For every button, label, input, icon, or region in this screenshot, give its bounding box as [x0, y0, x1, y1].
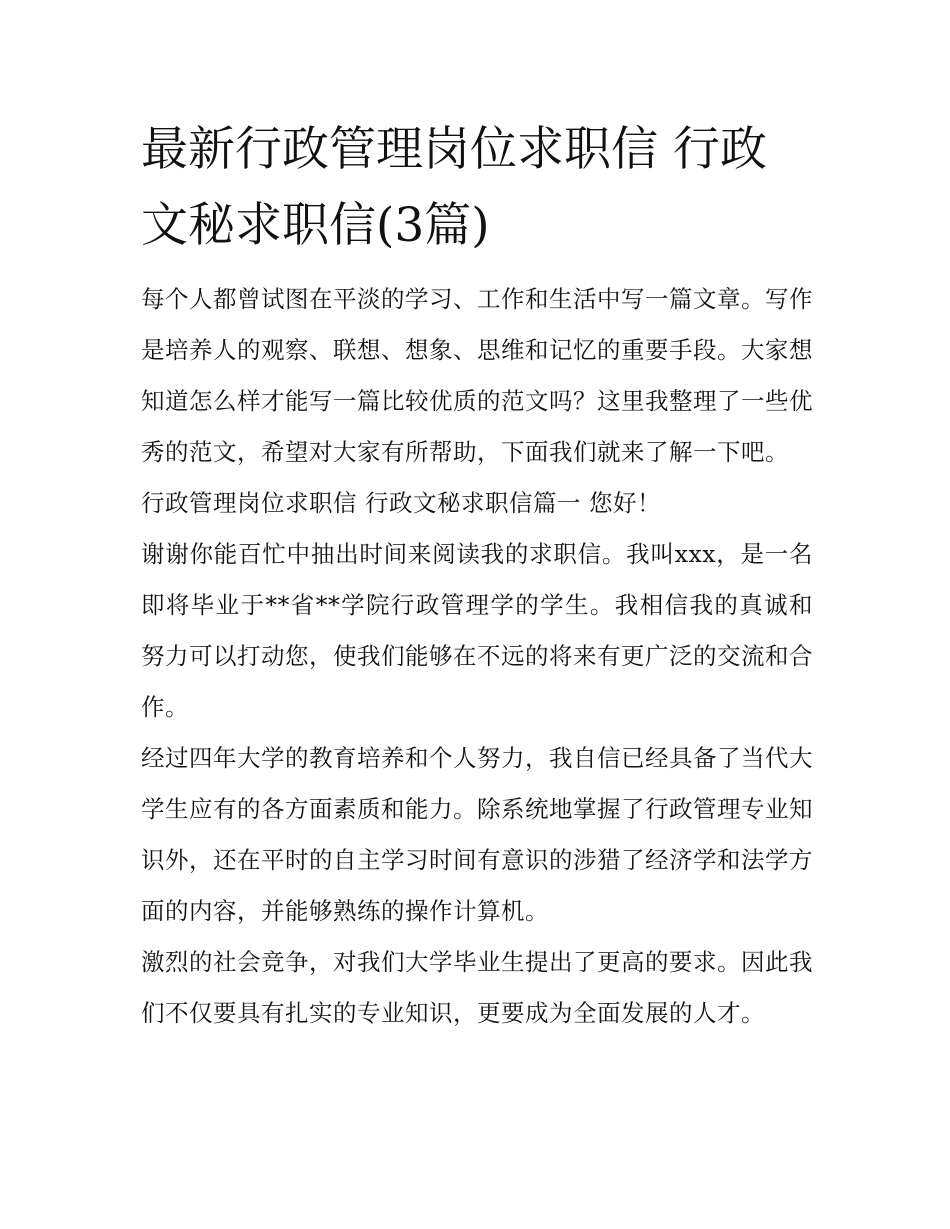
- paragraph-greeting: 行政管理岗位求职信 行政文秘求职信篇一 您好！: [141, 489, 661, 517]
- paragraph-self-introduction: 谢谢你能百忙中抽出时间来阅读我的求职信。我叫xxx，是一名即将毕业于**省**学院行政管理学的学生。我相信我的真诚和努力可以打动您，使我们能够在不远的将来有更广泛的交流和合作。: [141, 540, 813, 721]
- paragraph-intro: 每个人都曾试图在平淡的学习、工作和生活中写一篇文章。写作是培养人的观察、联想、想象、思维和记忆的重要手段。大家想知道怎么样才能写一篇比较优质的范文吗？这里我整理了一些优秀的范文，希望对大家有所帮助，下面我们就来了解一下吧。: [141, 285, 813, 466]
- paragraph-competition: 激烈的社会竞争，对我们大学毕业生提出了更高的要求。因此我们不仅要具有扎实的专业知识，更要成为全面发展的人才。: [141, 948, 813, 1027]
- document-page: [141, 112, 813, 1039]
- document-title: 最新行政管理岗位求职信 行政文秘求职信(3篇): [141, 122, 767, 253]
- paragraph-education: 经过四年大学的教育培养和个人努力，我自信已经具备了当代大学生应有的各方面素质和能力。除系统地掌握了行政管理专业知识外，还在平时的自主学习时间有意识的涉猎了经济学和法学方面的内容，并能够熟练的操作计算机。: [141, 744, 813, 925]
